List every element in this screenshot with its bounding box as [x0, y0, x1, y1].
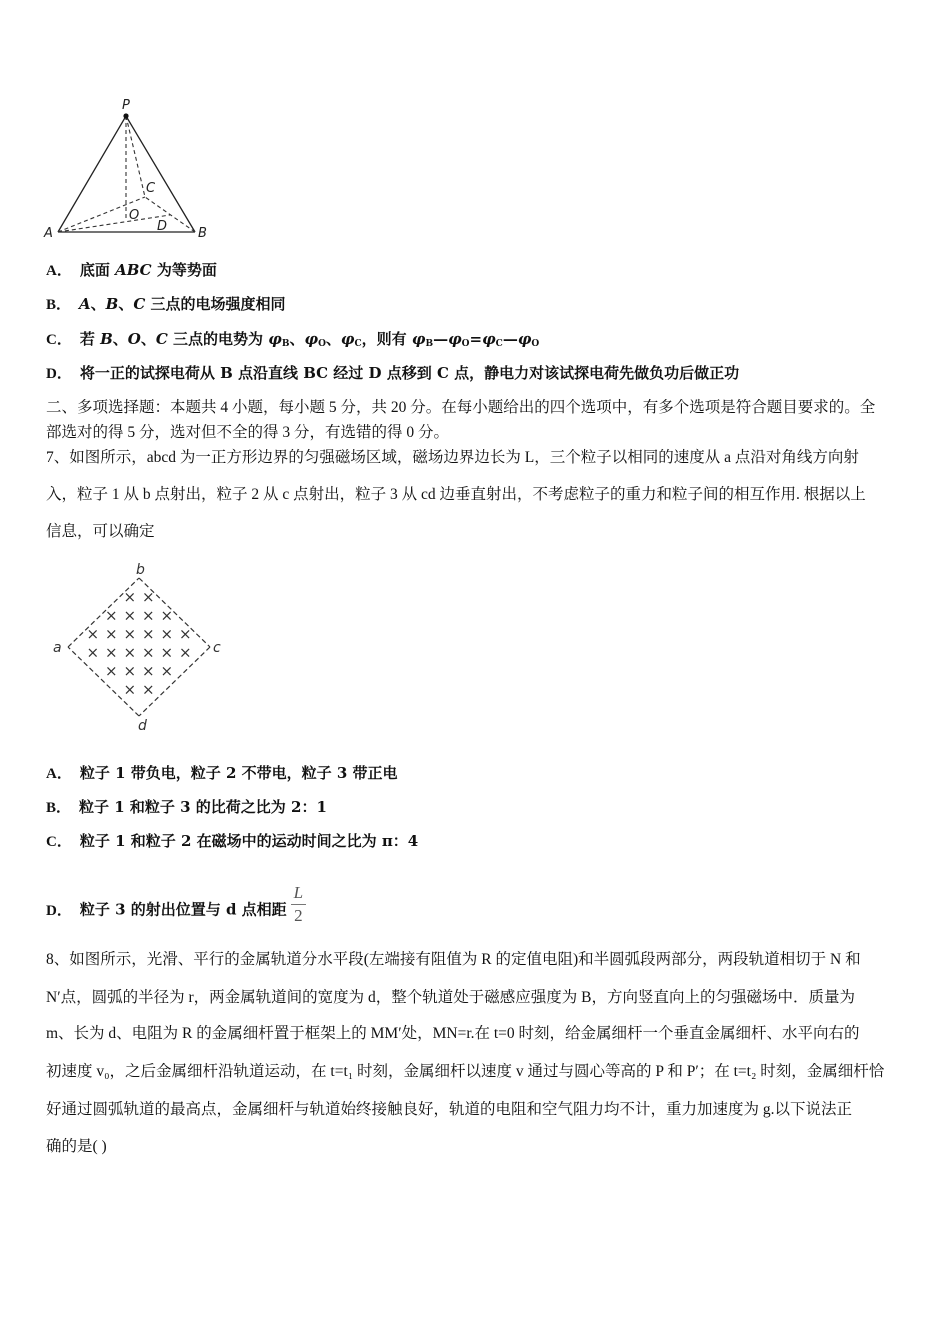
- option-letter: A．: [46, 263, 72, 279]
- label-b: b: [136, 562, 145, 578]
- subscript: C: [354, 339, 362, 349]
- q7-line3: 信息，可以确定: [46, 523, 155, 540]
- text: ，则有: [361, 330, 412, 348]
- field-into-page-mark: ×: [123, 625, 137, 643]
- text: 三点的电势为: [167, 330, 269, 348]
- option-letter: D．: [46, 366, 72, 382]
- label-P: P: [122, 98, 130, 113]
- text: 、: [112, 330, 128, 348]
- text: C: [155, 330, 168, 348]
- field-into-page-mark: ×: [123, 588, 137, 606]
- subscript: O: [531, 339, 540, 349]
- field-into-page-mark: ×: [104, 662, 118, 680]
- section2-line2: 部选对的得 5 分，选对但不全的得 3 分，有选错的得 0 分。: [46, 424, 450, 441]
- text: 三点的电场强度相同: [145, 295, 286, 313]
- text: 粒子 1 和粒子 2 在磁场中的运动时间之比为 π：4: [79, 832, 419, 850]
- text: 粒子 3 的射出位置与 d 点相距: [79, 900, 287, 919]
- phi-symbol: φ: [304, 330, 319, 348]
- q7-line2: 入，粒子 1 从 b 点射出，粒子 2 从 c 点射出，粒子 3 从 cd 边垂直射出，不考虑粒子的重力和粒子间的相互作用. 根据以上: [46, 486, 866, 503]
- label-a: a: [53, 640, 62, 656]
- text: O: [127, 330, 141, 348]
- field-into-page-mark: ×: [141, 643, 155, 662]
- edge-AD: [58, 215, 170, 232]
- q6-option-b: [46, 294, 286, 315]
- q8-line6: 确的是( ): [46, 1138, 107, 1155]
- field-into-page-mark: ×: [104, 625, 118, 643]
- fraction-L-over-2: [291, 884, 306, 925]
- phi-symbol: φ: [268, 330, 282, 348]
- subscript: O: [318, 339, 326, 349]
- text: 、: [325, 330, 341, 348]
- q7-option-d: [46, 883, 306, 931]
- text: 粒子 1 带负电，粒子 2 不带电，粒子 3 带正电: [79, 764, 398, 782]
- text: 、: [140, 330, 156, 348]
- field-into-page-mark: ×: [160, 625, 174, 643]
- edge-BC: [145, 197, 195, 232]
- edge-PC: [126, 116, 145, 197]
- q7-option-b: [46, 797, 327, 818]
- field-into-page-mark: ×: [104, 606, 118, 625]
- point-P: [123, 113, 128, 118]
- q6-option-d: [46, 363, 739, 384]
- phi-symbol: φ: [448, 330, 462, 348]
- phi-symbol: φ: [517, 330, 532, 348]
- field-into-page-mark: ×: [123, 662, 137, 680]
- q7-option-c: [46, 831, 418, 852]
- field-into-page-mark: ×: [141, 606, 155, 625]
- option-letter: A．: [46, 766, 72, 782]
- subscript: B: [425, 339, 434, 349]
- text: 、: [289, 330, 305, 348]
- text: 底面: [79, 261, 116, 279]
- option-letter: C．: [46, 834, 72, 850]
- subscript: C: [495, 339, 503, 349]
- q8-line1: 8、如图所示，光滑、平行的金属轨道分水平段(左端接有阻值为 R 的定值电阻)和半圆弧段两部分，两段轨道相切于 N 和: [46, 951, 861, 968]
- field-into-page-mark: ×: [160, 662, 174, 680]
- q8-line4: 初速度 v₀，之后金属细杆沿轨道运动，在 t=t₁ 时刻，金属细杆以速度 v 通过与圆心等高的 P 和 P′；在 t=t₂ 时刻，金属细杆恰: [46, 1063, 885, 1080]
- option-letter: B．: [46, 800, 72, 816]
- phi-symbol: φ: [411, 330, 426, 348]
- field-into-page-mark: ×: [141, 625, 155, 643]
- q8-line2: N′点，圆弧的半径为 r，两金属轨道间的宽度为 d，整个轨道处于磁感应强度为 B，方向竖直向上的匀强磁场中．质量为: [46, 989, 855, 1006]
- field-into-page-mark: ×: [86, 643, 100, 662]
- q6-option-c: [46, 329, 539, 354]
- field-into-page-mark: ×: [86, 625, 100, 643]
- pyramid-figure: [40, 92, 220, 242]
- numerator: L: [293, 883, 304, 902]
- text: ABC: [115, 261, 152, 279]
- field-into-page-mark: ×: [178, 643, 192, 662]
- label-D: D: [157, 219, 168, 234]
- field-into-page-mark: ×: [123, 680, 137, 699]
- field-into-page-mark: ×: [123, 606, 137, 625]
- subscript: O: [461, 339, 470, 349]
- text: =: [469, 330, 483, 348]
- option-letter: D．: [46, 902, 72, 919]
- field-into-page-mark: ×: [141, 662, 155, 680]
- field-into-page-mark: ×: [123, 643, 137, 662]
- field-into-page-mark: ×: [178, 625, 192, 643]
- section2-line1: 二、多项选择题：本题共 4 小题，每小题 5 分，共 20 分。在每小题给出的四个选项中，有多个选项是符合题目要求的。全: [46, 399, 876, 416]
- text: A: [79, 295, 91, 313]
- field-into-page-mark: ×: [141, 588, 155, 606]
- text: —: [502, 330, 518, 348]
- phi-symbol: φ: [340, 330, 355, 348]
- field-into-page-mark: ×: [160, 643, 174, 662]
- label-B: B: [198, 226, 207, 241]
- magnetic-field-figure: [50, 558, 230, 738]
- subscript: B: [281, 339, 290, 349]
- q7-option-a: [46, 763, 398, 784]
- fraction-bar: [291, 904, 306, 905]
- option-letter: C．: [46, 332, 72, 348]
- label-A: A: [44, 226, 53, 241]
- field-into-page-mark: ×: [160, 606, 174, 625]
- text: 为等势面: [151, 261, 217, 279]
- q8-line5: 好通过圆弧轨道的最高点，金属细杆与轨道始终接触良好，轨道的电阻和空气阻力均不计，重力加速度为 g.以下说法正: [46, 1101, 853, 1118]
- label-C: C: [146, 181, 156, 196]
- phi-symbol: φ: [482, 330, 496, 348]
- edge-PA: [58, 116, 126, 232]
- field-marks: [86, 588, 191, 699]
- q8-line3: m、长为 d、电阻为 R 的金属细杆置于框架上的 MM′处，MN=r.在 t=0 时刻，给金属细杆一个垂直金属细杆、水平向右的: [46, 1025, 860, 1042]
- text: C: [133, 295, 146, 313]
- text: 将一正的试探电荷从 B 点沿直线 BC 经过 D 点移到 C 点，静电力对该试探电荷先做负功后做正功: [79, 364, 740, 382]
- text: 粒子 1 和粒子 3 的比荷之比为 2：1: [79, 798, 327, 816]
- denominator: 2: [294, 906, 303, 925]
- q7-line1: 7、如图所示，abcd 为一正方形边界的匀强磁场区域，磁场边界边长为 L，三个粒子以相同的速度从 a 点沿对角线方向射: [46, 449, 859, 466]
- label-d: d: [138, 718, 147, 734]
- text: 、: [90, 295, 106, 313]
- text: B: [105, 295, 119, 313]
- text: 若: [79, 330, 101, 348]
- text: 、: [118, 295, 134, 313]
- option-letter: B．: [46, 297, 72, 313]
- q6-option-a: [46, 260, 217, 281]
- field-into-page-mark: ×: [104, 643, 118, 662]
- text: B: [100, 330, 113, 348]
- field-into-page-mark: ×: [141, 680, 155, 699]
- label-c: c: [213, 640, 221, 656]
- label-O: O: [129, 208, 140, 223]
- text: —: [433, 330, 449, 348]
